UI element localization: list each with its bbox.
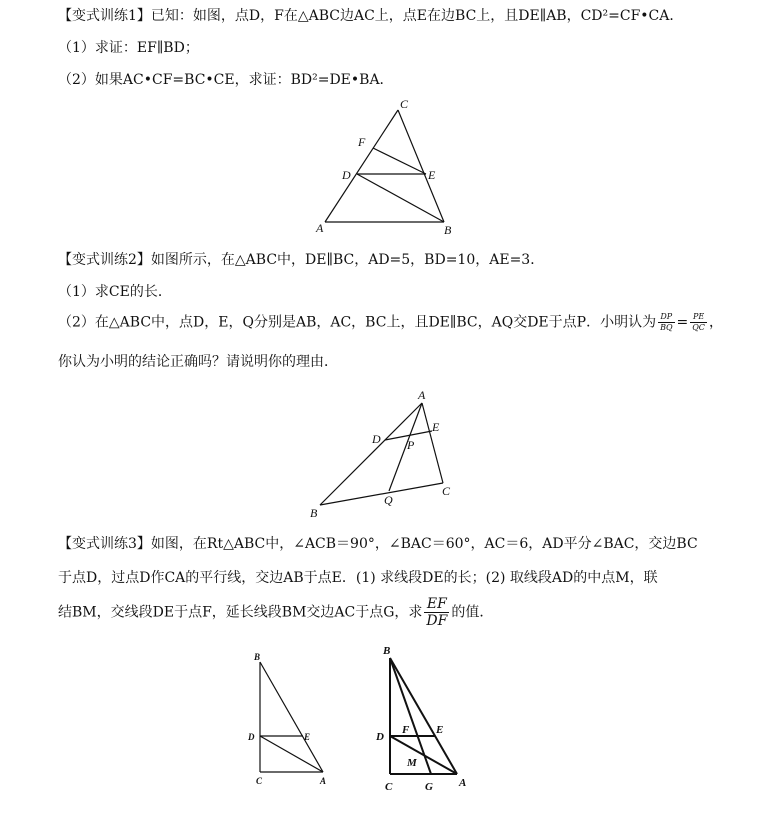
- label-a: A: [459, 777, 467, 789]
- problem2-part2-text: （2）在△ABC中，点D，E，Q分别是AB，AC，BC上，且DE∥BC，AQ交DE于点P．小明认为: [58, 314, 657, 331]
- label-a: A: [316, 221, 324, 235]
- side-ab: [390, 658, 457, 774]
- label-d: D: [342, 168, 351, 182]
- segment-ad: [260, 736, 323, 772]
- problem3-figure1: [240, 648, 340, 793]
- problem2-statement: 【变式训练2】如图所示，在△ABC中，DE∥BC，AD=5，BD=10，AE=3．: [58, 252, 545, 268]
- problem3-question: [58, 596, 493, 629]
- problem3-question-text: 结BM，交线段DE于点F，延长线段BM交边AC于点G，求: [58, 604, 423, 621]
- fraction-numerator: DP: [658, 312, 674, 323]
- fraction-numerator: EF: [424, 596, 449, 613]
- problem1-figure: [300, 95, 480, 240]
- problem2-figure: [300, 385, 470, 520]
- equals-sign: =: [676, 314, 689, 331]
- problem2-part1: （1）求CE的长．: [58, 284, 172, 300]
- side-ac: [422, 403, 443, 483]
- problem3-statement: 【变式训练3】如图，在Rt△ABC中，∠ACB＝90°，∠BAC＝60°，AC＝6，AD平分∠BAC，交边BC: [58, 536, 698, 552]
- problem1-part1: （1）求证：EF∥BD；: [58, 40, 199, 56]
- side-bc: [398, 110, 444, 222]
- fraction-denominator: BQ: [660, 323, 673, 332]
- fraction-denominator: QC: [692, 323, 705, 332]
- fraction-pe-qc: [690, 312, 707, 333]
- label-e: E: [432, 420, 440, 434]
- segment-ef: [373, 148, 426, 174]
- label-d: D: [248, 732, 255, 742]
- label-g: G: [425, 781, 433, 793]
- problem2-question: 你认为小明的结论正确吗？请说明你的理由．: [58, 354, 338, 370]
- label-e: E: [428, 168, 436, 182]
- label-c: C: [400, 97, 409, 111]
- problem1-statement: 【变式训练1】已知：如图，点D，F在△ABC边AC上，点E在边BC上，且DE∥AB，CD²=CF•CA．: [58, 8, 684, 24]
- label-e: E: [436, 724, 444, 736]
- segment-aq: [389, 403, 422, 491]
- fraction-dp-bq: [658, 312, 674, 333]
- label-q: Q: [384, 493, 393, 507]
- label-e: E: [304, 732, 311, 742]
- problem1-part2: （2）如果AC•CF=BC•CE，求证：BD²=DE•BA．: [58, 72, 394, 88]
- fraction-numerator: PE: [690, 312, 707, 323]
- label-b: B: [254, 652, 261, 662]
- label-b: B: [444, 223, 452, 237]
- label-d: D: [376, 731, 384, 743]
- problem3-statement-cont: 于点D，过点D作CA的平行线，交边AB于点E．(1) 求线段DE的长；(2) 取线段AD的中点M，联: [58, 570, 658, 586]
- label-p: P: [407, 438, 415, 452]
- problem3-figure2: [365, 640, 485, 800]
- problem3-question-end: 的值．: [451, 604, 494, 621]
- label-m: M: [407, 757, 417, 769]
- fraction-ef-df: [424, 596, 449, 629]
- side-ab: [260, 662, 323, 772]
- label-a: A: [418, 388, 426, 402]
- label-c: C: [256, 776, 263, 786]
- label-f: F: [402, 724, 410, 736]
- label-c: C: [385, 781, 393, 793]
- fraction-denominator: DF: [426, 613, 448, 629]
- label-d: D: [372, 432, 381, 446]
- label-b: B: [383, 645, 391, 657]
- side-ac: [325, 110, 398, 222]
- label-b: B: [310, 506, 318, 520]
- problem2-part2: [58, 312, 723, 333]
- label-f: F: [358, 135, 366, 149]
- problem2-part2-end: ，: [708, 314, 723, 331]
- label-c: C: [442, 484, 451, 498]
- label-a: A: [320, 776, 327, 786]
